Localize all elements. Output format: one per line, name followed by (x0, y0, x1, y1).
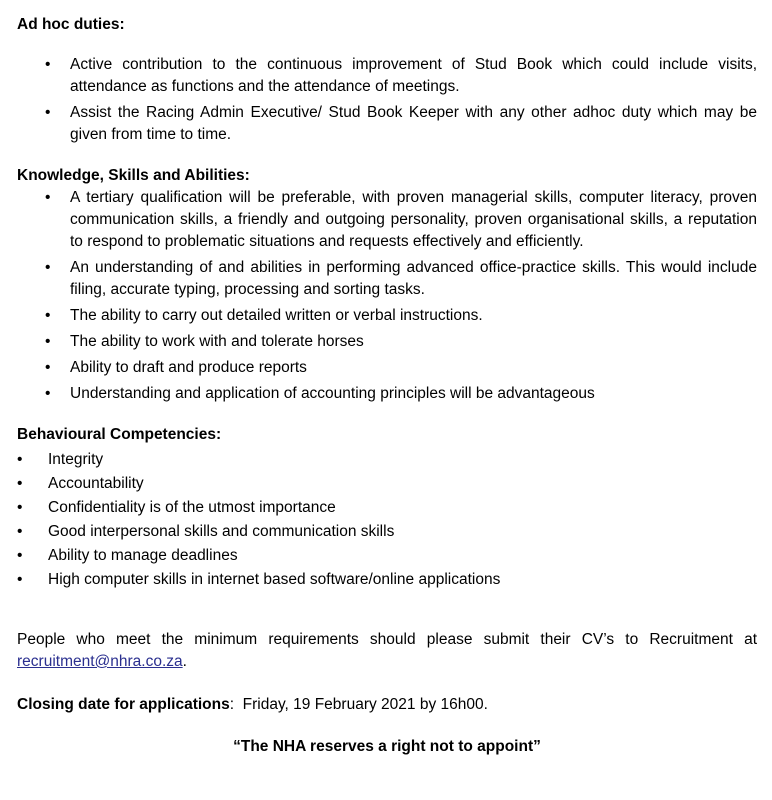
section-heading-behavioural-competencies: Behavioural Competencies: (17, 426, 222, 443)
closing-date-label: Closing date for applications (17, 696, 230, 713)
list-item: • Confidentiality is of the utmost importance (17, 497, 757, 519)
list-item: • Good interpersonal skills and communication skills (17, 521, 757, 543)
recruitment-email-link[interactable]: recruitment@nhra.co.za (17, 653, 183, 670)
footer-quote: “The NHA reserves a right not to appoint” (233, 738, 541, 755)
list-item: • Active contribution to the continuous improvement of Stud Book which could include visits, attendance as functions and the attendance of meetings. (17, 54, 757, 98)
list-item: • The ability to carry out detailed written or verbal instructions. (17, 305, 757, 327)
list-item: • Ability to draft and produce reports (17, 357, 757, 379)
list-item: • Accountability (17, 473, 757, 495)
list-item: • An understanding of and abilities in performing advanced office-practice skills. This would include filing, accurate typing, processing and sorting tasks. (17, 257, 757, 301)
list-item: • Understanding and application of accounting principles will be advantageous (17, 383, 757, 405)
closing-date-line (17, 694, 757, 716)
list-item: • Ability to manage deadlines (17, 545, 757, 567)
closing-date-value: Friday, 19 February 2021 by 16h00. (242, 696, 488, 713)
knowledge-skills-abilities-list (17, 187, 757, 405)
list-item: • High computer skills in internet based software/online applications (17, 569, 757, 591)
list-item: • Assist the Racing Admin Executive/ Stud Book Keeper with any other adhoc duty which may be given from time to time. (17, 102, 757, 146)
behavioural-competencies-list (17, 449, 757, 591)
submission-text-after-link: . (182, 653, 187, 670)
section-heading-knowledge-skills-abilities: Knowledge, Skills and Abilities: (17, 167, 250, 184)
submission-text-before-link: People who meet the minimum requirements should please submit their CV’s to Recruitment at (17, 631, 757, 648)
list-item: • The ability to work with and tolerate horses (17, 331, 757, 353)
list-item: • A tertiary qualification will be preferable, with proven managerial skills, computer literacy, proven communication skills, a friendly and outgoing personality, proven organisational skills, a reputation to respond to problematic situations and requests effectively and efficiently. (17, 187, 757, 253)
list-item: • Integrity (17, 449, 757, 471)
closing-date-separator: : (229, 696, 243, 713)
section-heading-ad-hoc-duties: Ad hoc duties: (17, 16, 125, 33)
ad-hoc-duties-list (17, 54, 757, 146)
submission-paragraph (17, 629, 757, 673)
